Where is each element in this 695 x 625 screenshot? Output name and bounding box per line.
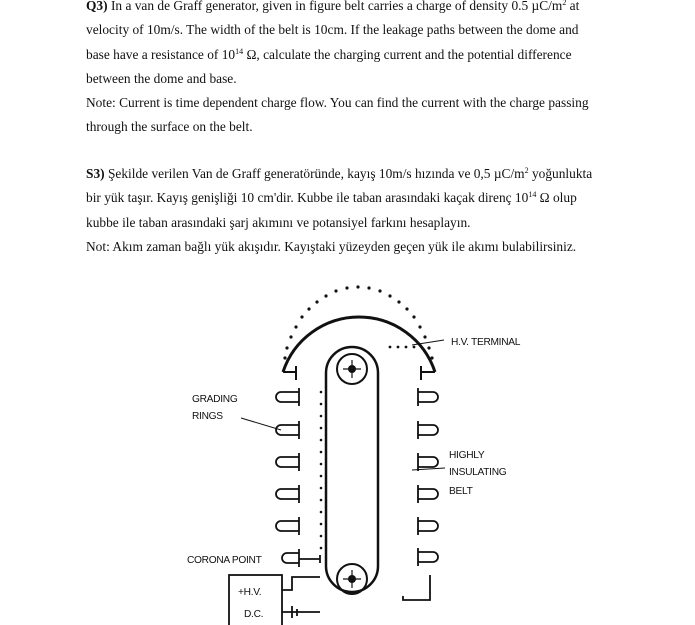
grading-rings-right	[418, 388, 438, 566]
grading-rings-left	[276, 388, 299, 535]
q3-line-4: between the dome and base.	[86, 70, 237, 86]
corona-point	[282, 549, 320, 577]
q3-line-3: base have a resistance of $10^{14}$ Ω, calculate the charging current and the potential difference	[86, 46, 572, 62]
label-corona-point: CORONA POINT	[187, 555, 262, 566]
label-belt-2: INSULATING	[449, 467, 507, 478]
grading-rings-pointer	[241, 418, 281, 430]
label-belt-3: BELT	[449, 486, 473, 497]
charge-dots	[283, 285, 433, 549]
label-grading-rings-2: RINGS	[192, 411, 223, 422]
s3-line-1: S3) Şekilde verilen Van de Graff generatöründe, kayış 10m/s hızında ve 0,5 $\mu C/m^2$ yoğunlukta	[86, 166, 593, 181]
s3-label: S3)	[86, 166, 105, 181]
q3-note-2: through the surface on the belt.	[86, 119, 253, 135]
label-dc: D.C.	[244, 609, 264, 620]
label-hv: +H.V.	[238, 587, 262, 598]
label-belt-1: HIGHLY	[449, 450, 485, 461]
s3-note: Not: Akım zaman bağlı yük akışıdır. Kayıştaki yüzeyden geçen yük ile akımı bulabilirsiniz.	[86, 238, 577, 254]
label-hv-terminal: H.V. TERMINAL	[451, 337, 521, 348]
s3-line-3: kubbe ile taban arasındaki şarj akımını ve potansiyel farkını hesaplayın.	[86, 214, 471, 230]
belt-pointer	[412, 468, 445, 470]
q3-label: Q3)	[86, 0, 108, 13]
label-grading-rings-1: GRADING	[192, 394, 238, 405]
q3-note-1: Note: Current is time dependent charge flow. You can find the current with the charge passing	[86, 95, 589, 111]
s3-line-2: bir yük taşır. Kayış genişliği 10 cm'dir. Kubbe ile taban arasındaki kaçak direnç $10^{14}$ Ω olup	[86, 190, 577, 206]
q3-line-1: Q3) In a van de Graff generator, given in figure belt carries a charge of density 0.5 $\mu C/m^2$ at	[86, 0, 580, 13]
q3-line-2: velocity of 10m/s. The width of the belt is 10cm. If the leakage paths between the dome and	[86, 22, 579, 38]
